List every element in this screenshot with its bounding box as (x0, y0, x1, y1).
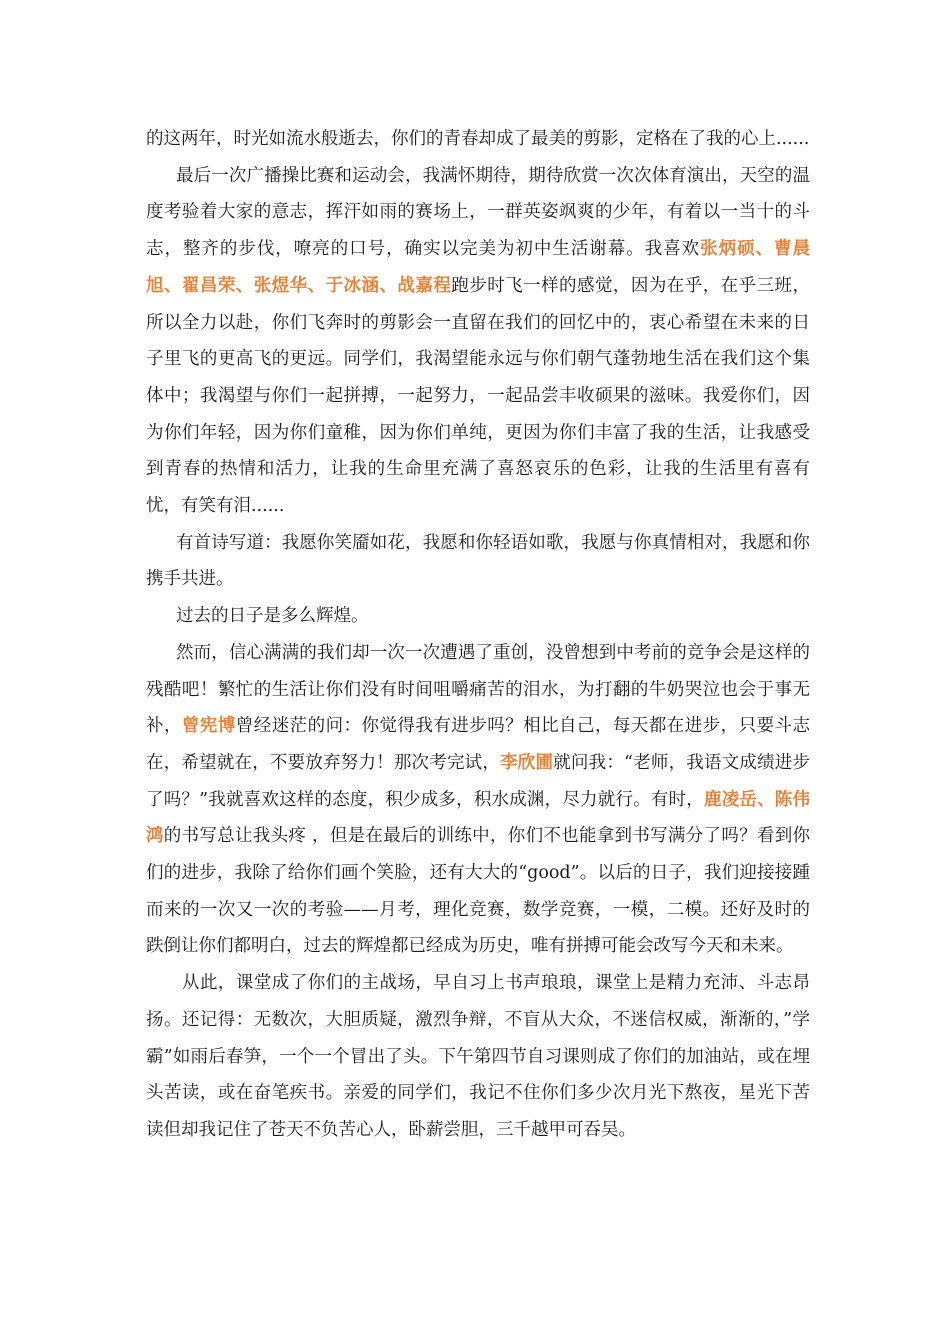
text-segment: 然而，信心满满的我们却一次一次遭遇了重创，没曾想到中考前的竞争会是这样的残酷吧！繁忙的生活让你们没有时间咀嚼痛苦的泪水，为打翻的牛奶哭泣也会于事无补， (146, 642, 810, 737)
text-segment: 就问我：“老师，我语文成绩进步了吗？”我就喜欢这样的态度，积少成多，积水成渊，尽力就行。有时， (146, 752, 811, 810)
paragraph-1 (146, 121, 810, 158)
text-segment: 过去的日子是多么辉煌。 (176, 606, 369, 627)
paragraph-5 (146, 635, 810, 965)
paragraph-6 (146, 965, 810, 1149)
text-segment: 跑步时飞一样的感觉，因为在乎，在乎三班，所以全力以赴，你们飞奔时的剪影会一直留在我们的回忆中的，衷心希望在未来的日子里飞的更高飞的更远。同学们，我渴望能永远与你们朝气蓬勃地生活在我们这个集体中；我渴望与你们一起拼搏，一起努力，一起品尝丰收硕果的滋味。我爱你们，因为你们年轻，因为你们童稚，因为你们单纯，更因为你们丰富了我的生活，让我感受到青春的热情和活力，让我的生命里充满了喜怒哀乐的色彩，让我的生活里有喜有忧，有笑有泪...... (146, 275, 811, 517)
student-name-highlight: 李欣圃 (500, 752, 554, 773)
text-segment: 曾经迷茫的问：你觉得我有进步吗？相比自己，每天都在进步，只要斗志在，希望就在，不要放弃努力！那次考完试， (146, 716, 811, 773)
text-segment: 的书写总让我头疼 ，但是在最后的训练中，你们不也能拿到书写满分了吗？看到你们的进步，我除了给你们画个笑脸，还有大大的“good”。以后的日子，我们迎接接踵而来的一次又一次的考验——月考，理化竞赛，数学竞赛，一模，二模。还好及时的跌倒让你们都明白，过去的辉煌都已经成为历史，唯有拼搏可能会改写今天和未来。 (146, 826, 810, 957)
paragraph-3 (146, 525, 810, 598)
student-names-highlight: 张炳硕、曹晨旭、翟昌荣、张煜华、于冰涵、战嘉程 (146, 239, 810, 296)
text-segment: 的这两年，时光如流水般逝去，你们的青春却成了最美的剪影，定格在了我的心上...... (146, 129, 810, 149)
text-segment: 从此，课堂成了你们的主战场，早自习上书声琅琅，课堂上是精力充沛、斗志昂扬。还记得：无数次，大胆质疑，激烈争辩，不盲从大众，不迷信权威，渐渐的，”学霸”如雨后春笋，一个一个冒出了头。下午第四节自习课则成了你们的加油站，或在埋头苦读，或在奋笔疾书。亲爱的同学们，我记不住你们多少次月光下熬夜，星光下苦读但却我记住了苍天不负苦心人，卧薪尝胆，三千越甲可吞吴。 (146, 973, 810, 1140)
student-names-highlight: 鹿凌岳、陈伟鸿 (146, 789, 811, 847)
student-name-highlight: 曾宪博 (181, 716, 236, 737)
body-text (146, 121, 810, 1149)
paragraph-4 (146, 598, 810, 635)
text-segment: 有首诗写道：我愿你笑靥如花，我愿和你轻语如歌，我愿与你真情相对，我愿和你携手共进。 (146, 532, 810, 590)
text-segment: 最后一次广播操比赛和运动会，我满怀期待，期待欣赏一次次体育演出，天空的温度考验着大家的意志，挥汗如雨的赛场上，一群英姿飒爽的少年，有着以一当十的斗志，整齐的步伐，嘹亮的口号，确实以完美为初中生活谢幕。我喜欢 (146, 165, 810, 260)
paragraph-2 (146, 158, 810, 525)
